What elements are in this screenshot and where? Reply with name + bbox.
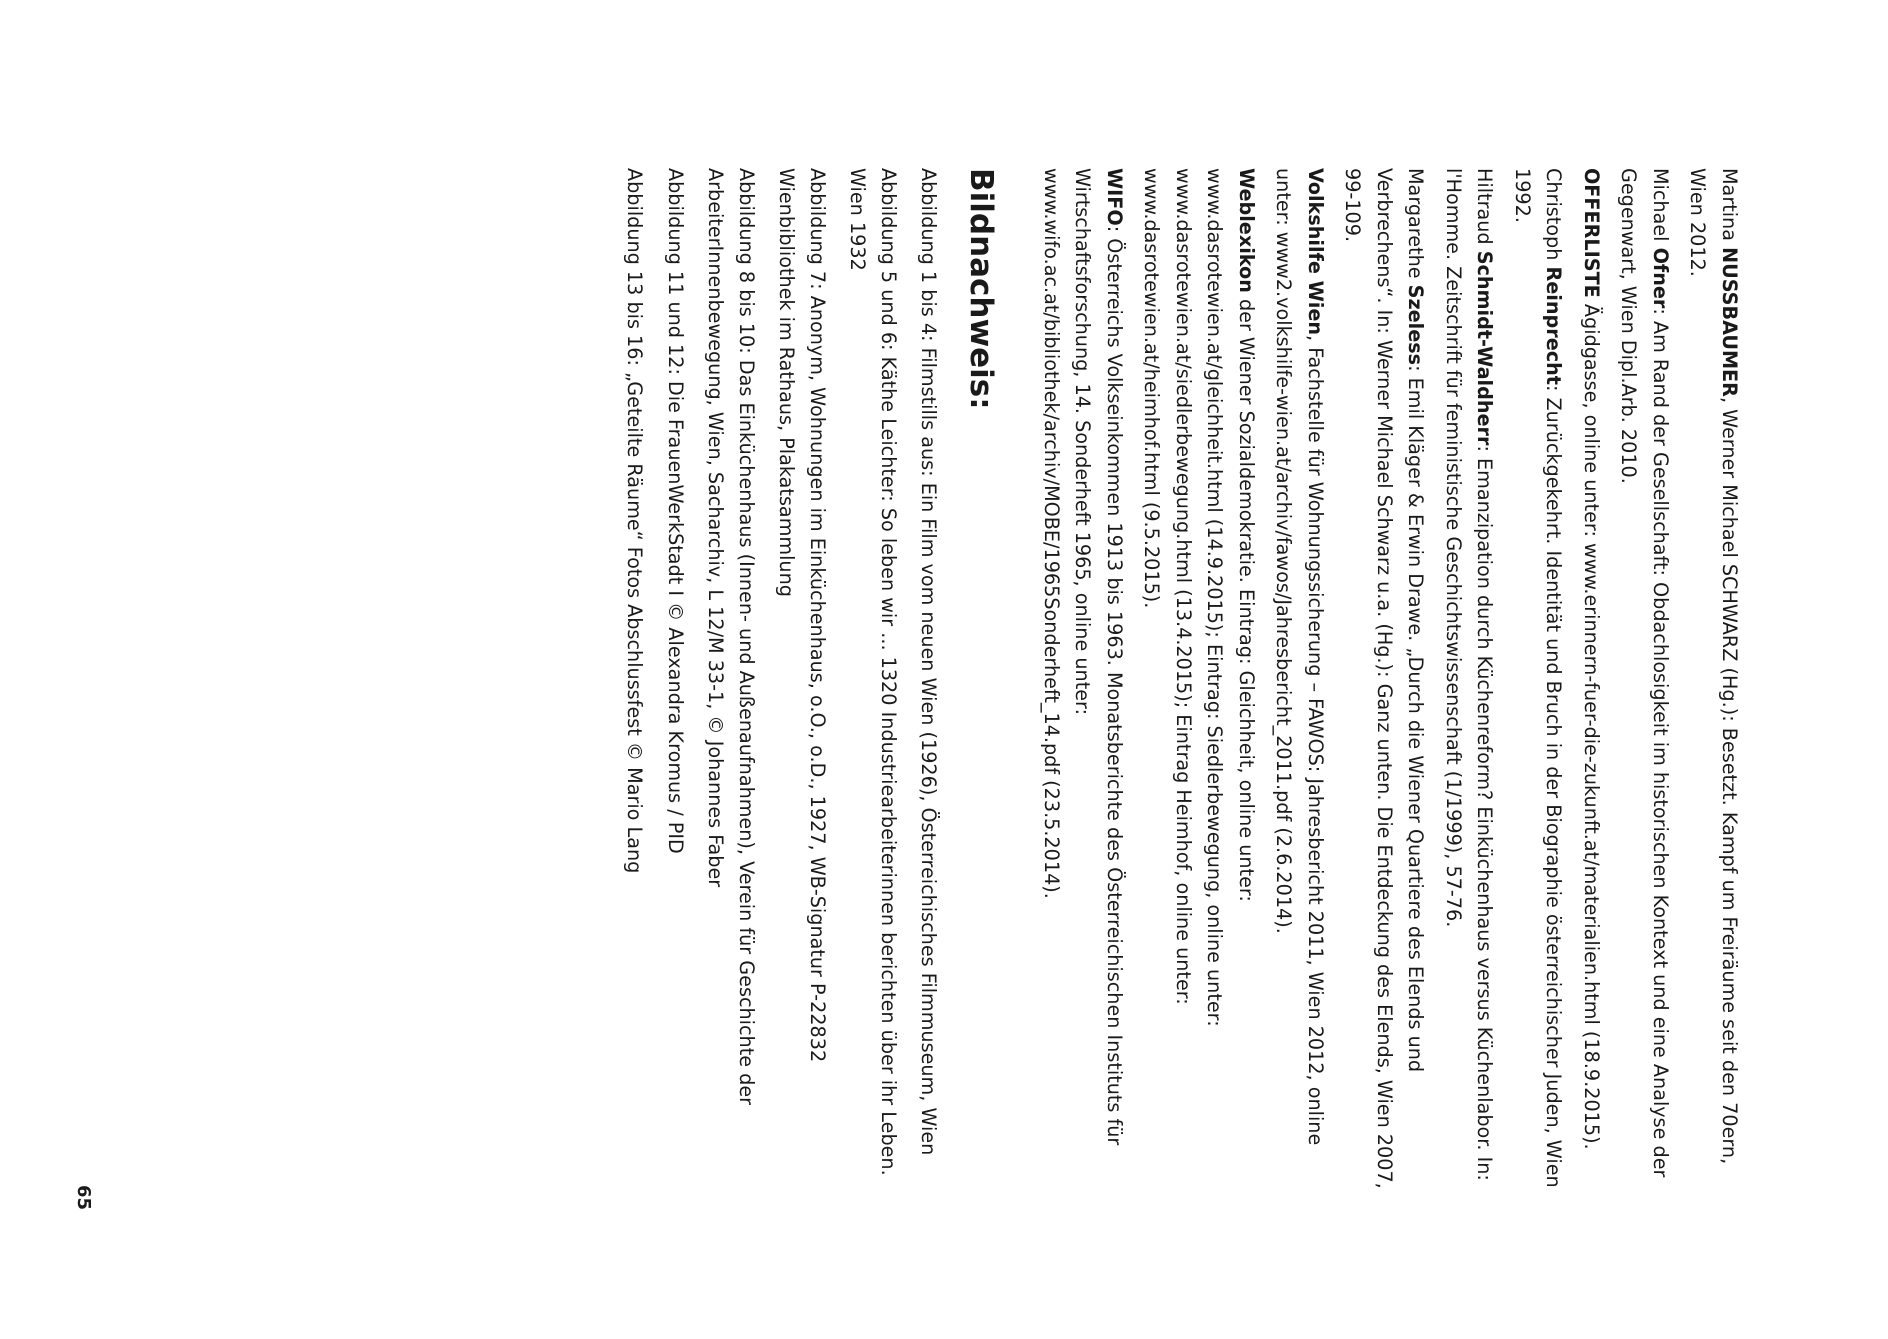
reference-text: : Am Rand der Gesellschaft: Obdachlosigkeit im historischen Kontext und eine Analyse der Gegenwart, Wien Dipl.Arb. 2010. [1617,168,1672,1178]
reference-text: : Zurückgekehrt. Identität und Bruch in der Biographie österreichischer Juden, Wien 1992. [1511,168,1566,1188]
reference-entry [1613,168,1676,1198]
reference-text: , Fachstelle für Wohnungssicherung – FAWOS: Jahresbericht 2011, Wien 2012, online unter: www2.volkshilfe-wien.at/archiv/fawos/Jahresbericht_2011.pdf (2.6.2014). [1272,168,1327,1146]
reference-text: der Wiener Sozialdemokratie. Eintrag: Gleichheit, online unter: www.dasrotewien.at/gleichheit.html (14.9.2015); Eintrag: Siedlerbewegung, online unter: www.dasrotewien.at/siedlerbewegung.html (13.4.2015); Eintrag Heimhof, online unter: www.dasrotewien.at/heimhof.html (9.5.2015). [1140,168,1258,1027]
reference-text: : Emanzipation durch Küchenreform? Einküchenhaus versus Küchenlabor. In: l'Homme. Zeitschrift für feministische Geschichtswissenschaft (1/1999), 57-76. [1442,168,1497,1181]
reference-list [1036,168,1746,1198]
section-heading: Bildnachweis: [963,168,1000,410]
reference-author-first: Hiltraud [1473,168,1497,251]
reference-author-name: Reinprecht [1542,266,1566,385]
reference-text: Ägidgasse, online unter: www.erinnern-fuer-die-zukunft.at/materialien.html (18.9.2015). [1580,297,1603,1150]
reference-author-first: Martina [1718,168,1741,248]
reference-text: : Österreichs Volkseinkommen 1913 bis 1963. Monatsberichte des Österreichischen Instituts für Wirtschaftsforschung, 14. Sonderheft 1965, online unter: www.wifo.ac.at/bibliothek/archiv/MOBE/1965Sonderheft_14.pdf (23.5.2014). [1040,168,1126,1146]
reference-text: : Emil Kläger & Erwin Drawe. „Durch die Wiener Quartiere des Elends und Verbrechens“. In: Werner Michael Schwarz u.a. (Hg.): Ganz unten. Die Entdeckung des Elends, Wien 2007, 99-109. [1341,168,1428,1189]
page-number: 65 [73,1185,94,1211]
reference-author-name: OFFERLISTE [1580,168,1603,298]
credit-entry: Abbildung 7: Anonym, Wohnungen im Einküchenhaus, o.O., o.D., 1927, WB-Signatur P-22832 Wienbibliothek im Rathaus, Plakatsammlung [775,168,829,1063]
reference-author-name: Szeless [1404,284,1428,366]
reference-author-first: Michael [1649,168,1672,248]
reference-entry [1136,168,1262,1198]
reference-author-name: Schmidt-Waldherr [1473,250,1497,446]
reference-entry [1438,168,1501,1198]
reference-entry [1576,168,1608,1198]
credit-entry: Abbildung 11 und 12: Die FrauenWerkStadt I © Alexandra Kromus / PID [664,168,687,854]
reference-author-name: Ofner [1649,247,1672,309]
reference-author-name: WIFO [1103,168,1126,226]
reference-author-name: Weblexikon [1235,168,1258,293]
credit-entry: Abbildung 13 bis 16: „Geteilte Räume“ Fotos Abschlussfest © Mario Lang [623,168,647,874]
reference-author-name: NUSSBAUMER [1718,247,1741,397]
reference-text: , Werner Michael SCHWARZ (Hg.): Besetzt. Kampf um Freiräume seit den 70ern, Wien 2012. [1686,168,1741,1165]
reference-author-first: Margarethe [1404,168,1428,285]
reference-entry [1036,168,1131,1198]
credit-list [619,168,944,1198]
credit-entry: Abbildung 5 und 6: Käthe Leichter: So leben wir ... 1320 Industriearbeiterinnen berichten über ihr Leben. Wien 1932 [846,168,900,1176]
page-content [609,168,1745,1198]
reference-author-name: Volkshilfe Wien [1304,168,1327,336]
reference-entry [1337,168,1432,1198]
reference-author-first: Christoph [1542,168,1566,267]
reference-entry [1268,168,1331,1198]
reference-entry [1507,168,1570,1198]
credit-entry: Abbildung 8 bis 10: Das Einküchenhaus (Innen- und Außenaufnahmen), Verein für Geschichte der ArbeiterInnenbewegung, Wien, Sacharchiv, L 12/M 33-1, © Johannes Faber [704,168,758,1106]
credit-entry: Abbildung 1 bis 4: Filmstills aus: Ein Film vom neuen Wien (1926), Österreichisches Filmmuseum, Wien [917,168,941,1156]
reference-entry [1682,168,1745,1198]
